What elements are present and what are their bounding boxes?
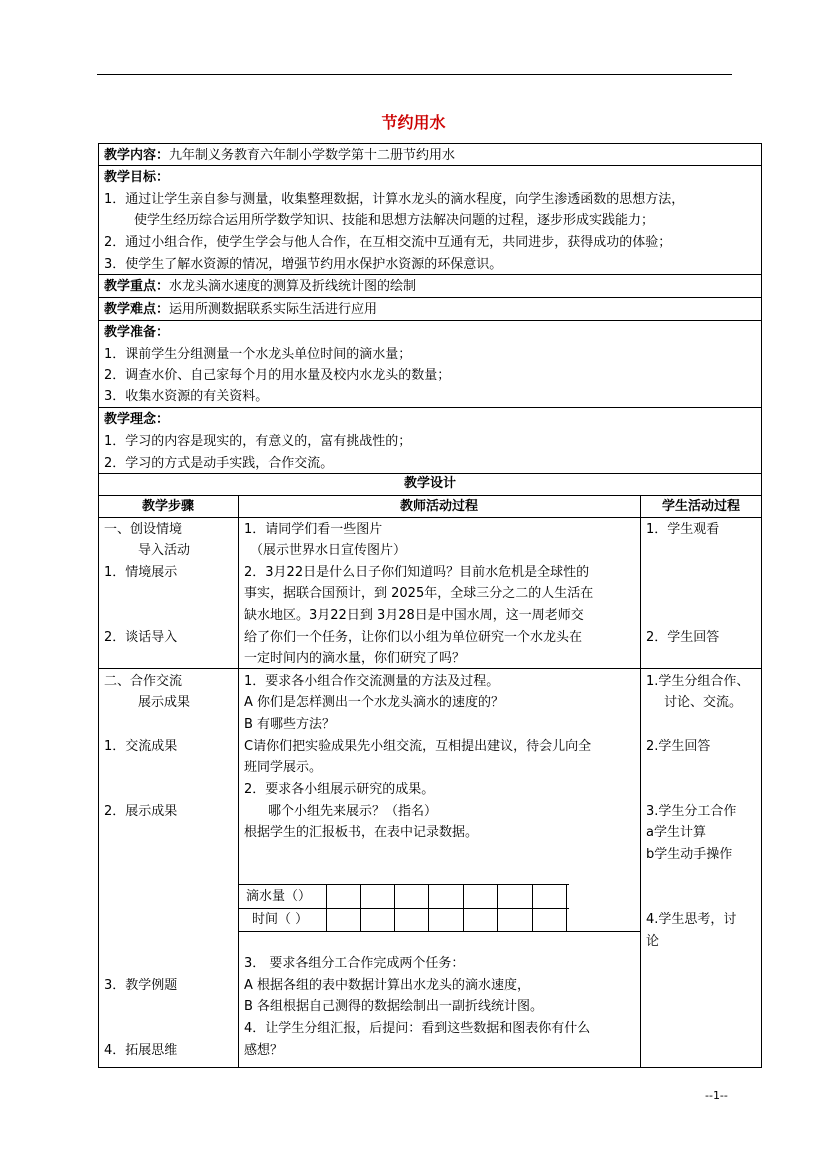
inner-table-col — [326, 884, 327, 931]
goals-label: 教学目标： — [104, 170, 170, 185]
difficulty-row — [104, 300, 377, 319]
step-label: 1．交流成果 — [104, 739, 178, 754]
inner-table-col — [360, 884, 361, 931]
inner-table-col — [394, 884, 395, 931]
student-text: 论 — [646, 934, 660, 949]
goal-item: 使学生经历综合运用所学数学知识、技能和思想方法解决问题的过程，逐步形成实践能力； — [134, 213, 655, 228]
student-text: 讨论、交流。 — [664, 695, 743, 710]
student-text: 3.学生分工合作 — [646, 804, 737, 819]
row-divider — [98, 297, 762, 298]
preparation-item: 2．调查水价、自己家每个月的用水量及校内水龙头的数量； — [104, 368, 451, 383]
col-student-header: 学生活动过程 — [661, 499, 740, 514]
preparation-item: 1．课前学生分组测量一个水龙头单位时间的滴水量； — [104, 347, 412, 362]
content-label: 教学内容： — [104, 148, 170, 163]
inner-table-rule — [238, 931, 640, 932]
step-label: 二、合作交流 — [104, 674, 183, 689]
teacher-text: A 你们是怎样测出一个水龙头滴水的速度的？ — [244, 695, 505, 710]
teacher-text: 给了你们一个任务，让你们以小组为单位研究一个水龙头在 — [244, 630, 583, 645]
teacher-text: 感想？ — [244, 1043, 284, 1058]
row-divider — [98, 320, 762, 321]
key-point-label: 教学重点： — [104, 279, 170, 294]
goal-item: 1．通过让学生亲自参与测量，收集整理数据，计算水龙头的滴水程度，向学生渗透函数的思想方法， — [104, 192, 685, 207]
col-divider — [238, 495, 239, 1068]
step-label: 展示成果 — [138, 695, 191, 710]
teacher-text: 哪个小组先来展示？（指名） — [268, 804, 438, 819]
inner-table-col — [463, 884, 464, 931]
preparation-item: 3．收集水资源的有关资料。 — [104, 389, 269, 404]
concept-item: 1．学习的内容是现实的，有意义的，富有挑战性的； — [104, 434, 412, 449]
teacher-text: 2．要求各小组展示研究的成果。 — [244, 782, 435, 797]
student-text: 2.学生回答 — [646, 739, 711, 754]
teacher-text: 事实，据联合国预计，到 2025年，全球三分之二的人生活在 — [244, 586, 594, 601]
student-text: 1.学生分组合作、 — [646, 674, 750, 689]
row-divider — [98, 407, 762, 408]
row-divider — [98, 517, 762, 518]
table-row-label-drip: 滴水量（） — [246, 889, 312, 904]
teacher-text: （展示世界水日宣传图片） — [250, 543, 407, 558]
step-label: 2．谈话导入 — [104, 630, 178, 645]
teacher-text: A 根据各组的表中数据计算出水龙头的滴水速度， — [244, 978, 531, 993]
step-label: 3．教学例题 — [104, 978, 178, 993]
teacher-text: 班同学展示。 — [244, 760, 323, 775]
goal-item: 2．通过小组合作，使学生学会与他人合作，在互相交流中互通有无，共同进步，获得成功的体验； — [104, 235, 672, 250]
inner-table-col — [428, 884, 429, 931]
content-row — [104, 146, 455, 165]
col-teacher-header: 教师活动过程 — [399, 499, 478, 514]
key-point-text: 水龙头滴水速度的测算及折线统计图的绘制 — [169, 279, 417, 294]
inner-table-rule — [238, 908, 569, 909]
step-label: 2．展示成果 — [104, 804, 178, 819]
content-text: 九年制义务教育六年制小学数学第十二册节约用水 — [169, 148, 456, 163]
student-text: b学生动手操作 — [646, 847, 733, 862]
col-steps-header: 教学步骤 — [141, 499, 194, 514]
concept-label: 教学理念： — [104, 412, 170, 427]
key-point-row — [104, 277, 416, 296]
inner-table-col — [532, 884, 533, 931]
difficulty-label: 教学难点： — [104, 302, 170, 317]
teacher-text: C请你们把实验成果先小组交流，互相提出建议，待会儿向全 — [244, 739, 592, 754]
teacher-text: 3． 要求各组分工合作完成两个任务： — [244, 956, 465, 971]
step-label: 导入活动 — [138, 543, 191, 558]
table-row-label-time: 时间（ ） — [252, 912, 309, 927]
student-text: 2．学生回答 — [646, 630, 720, 645]
row-divider — [98, 274, 762, 275]
teacher-text: 根据学生的汇报板书，在表中记录数据。 — [244, 825, 479, 840]
teacher-text: 2．3月22日是什么日子你们知道吗？目前水危机是全球性的 — [244, 565, 590, 580]
inner-table-rule — [238, 884, 569, 885]
step-label: 一、创设情境 — [104, 522, 183, 537]
preparation-label: 教学准备： — [104, 325, 170, 340]
teacher-text: 一定时间内的滴水量，你们研究了吗？ — [244, 651, 466, 666]
page-title: 节约用水 — [381, 113, 446, 132]
student-text: a学生计算 — [646, 825, 706, 840]
inner-table-col — [566, 884, 567, 931]
teacher-text: 缺水地区。3月22日到 3月28日是中国水周，这一周老师交 — [244, 608, 584, 623]
concept-item: 2．学习的方式是动手实践，合作交流。 — [104, 456, 334, 471]
teacher-text: B 有哪些方法？ — [244, 717, 336, 732]
row-divider — [98, 495, 762, 496]
inner-table-col — [497, 884, 498, 931]
student-text: 1．学生观看 — [646, 522, 720, 537]
teacher-text: B 各组根据自己测得的数据绘制出一副折线统计图。 — [244, 999, 544, 1014]
design-heading: 教学设计 — [403, 476, 456, 491]
step-label: 1．情境展示 — [104, 565, 178, 580]
difficulty-text: 运用所测数据联系实际生活进行应用 — [169, 302, 378, 317]
step-label: 4．拓展思维 — [104, 1043, 178, 1058]
teacher-text: 1．请同学们看一些图片 — [244, 522, 383, 537]
row-divider — [98, 668, 762, 669]
page-number: --1-- — [705, 1089, 728, 1102]
goal-item: 3．使学生了解水资源的情况，增强节约用水保护水资源的环保意识。 — [104, 257, 503, 272]
teacher-text: 4．让学生分组汇报，后提问：看到这些数据和图表你有什么 — [244, 1021, 591, 1036]
col-divider — [640, 495, 641, 1068]
row-divider — [98, 165, 762, 166]
header-rule — [97, 74, 732, 75]
student-text: 4.学生思考，讨 — [646, 912, 737, 927]
teacher-text: 1．要求各小组合作交流测量的方法及过程。 — [244, 674, 500, 689]
